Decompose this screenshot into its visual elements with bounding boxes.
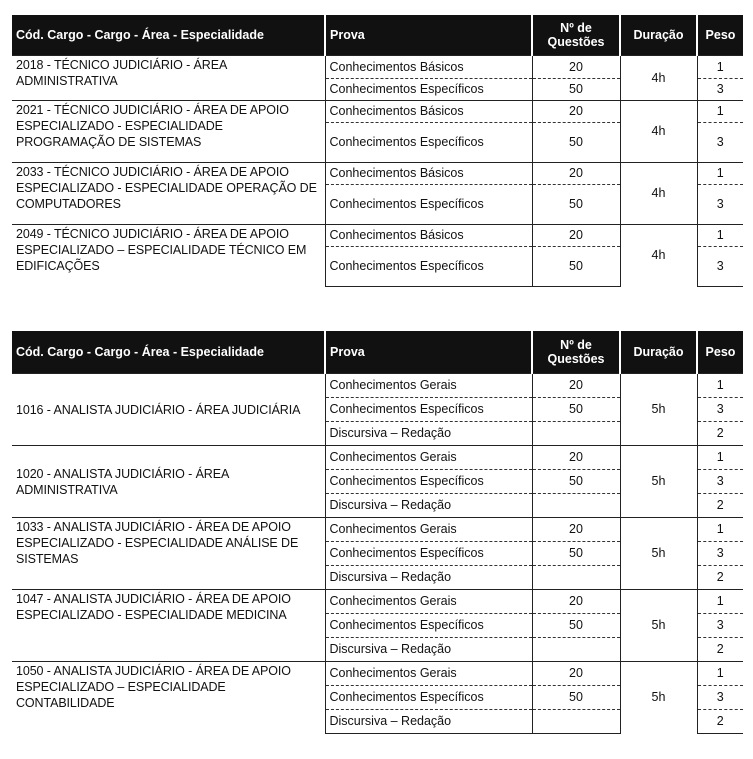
prova-cell: Conhecimentos Gerais: [325, 373, 532, 397]
prova-cell: Conhecimentos Específicos: [325, 122, 532, 162]
header-questoes: [532, 15, 620, 55]
questoes-cell: 50: [532, 78, 620, 100]
header-questoes-line2: Questões: [547, 351, 605, 366]
questoes-cell: [532, 493, 620, 517]
cargo-cell: 1047 - ANALISTA JUDICIÁRIO - ÁREA DE APOIO ESPECIALIZADO - ESPECIALIDADE MEDICINA: [12, 589, 325, 661]
prova-cell: Conhecimentos Específicos: [325, 78, 532, 100]
prova-cell: Conhecimentos Básicos: [325, 162, 532, 184]
prova-cell: Conhecimentos Específicos: [325, 397, 532, 421]
table-header-row: [12, 331, 743, 373]
cargo-cell: 2018 - TÉCNICO JUDICIÁRIO - ÁREA ADMINISTRATIVA: [12, 55, 325, 100]
table-row: [12, 373, 743, 397]
peso-cell: 2: [697, 421, 743, 445]
peso-cell: 2: [697, 493, 743, 517]
questoes-cell: 20: [532, 589, 620, 613]
cargo-cell: 2049 - TÉCNICO JUDICIÁRIO - ÁREA DE APOIO ESPECIALIZADO – ESPECIALIDADE TÉCNICO EM EDIFICAÇÕES: [12, 224, 325, 286]
prova-cell: Discursiva – Redação: [325, 565, 532, 589]
prova-cell: Conhecimentos Específicos: [325, 613, 532, 637]
prova-cell: Conhecimentos Específicos: [325, 685, 532, 709]
duracao-cell: 5h: [620, 661, 697, 733]
duracao-cell: 4h: [620, 162, 697, 224]
table-row: [12, 224, 743, 246]
questoes-cell: [532, 709, 620, 733]
header-peso: Peso: [697, 15, 743, 55]
peso-cell: 3: [697, 122, 743, 162]
questoes-cell: 50: [532, 184, 620, 224]
cargo-cell: 2033 - TÉCNICO JUDICIÁRIO - ÁREA DE APOIO ESPECIALIZADO - ESPECIALIDADE OPERAÇÃO DE COMPUTADORES: [12, 162, 325, 224]
questoes-cell: 50: [532, 613, 620, 637]
peso-cell: 1: [697, 517, 743, 541]
prova-cell: Discursiva – Redação: [325, 637, 532, 661]
header-prova: Prova: [325, 15, 532, 55]
questoes-cell: [532, 637, 620, 661]
table-row: [12, 517, 743, 541]
questoes-cell: 50: [532, 541, 620, 565]
prova-cell: Conhecimentos Gerais: [325, 445, 532, 469]
peso-cell: 1: [697, 445, 743, 469]
questoes-cell: 50: [532, 685, 620, 709]
header-questoes-line2: Questões: [547, 34, 605, 49]
questoes-cell: 20: [532, 445, 620, 469]
cargo-cell: 1050 - ANALISTA JUDICIÁRIO - ÁREA DE APOIO ESPECIALIZADO – ESPECIALIDADE CONTABILIDADE: [12, 661, 325, 733]
prova-cell: Conhecimentos Gerais: [325, 589, 532, 613]
table-row: [12, 100, 743, 122]
table-analista: [12, 331, 743, 734]
questoes-cell: 20: [532, 55, 620, 78]
table-row: [12, 589, 743, 613]
prova-cell: Conhecimentos Gerais: [325, 661, 532, 685]
table-row: [12, 445, 743, 469]
header-prova: Prova: [325, 331, 532, 373]
header-duracao: Duração: [620, 331, 697, 373]
peso-cell: 3: [697, 184, 743, 224]
header-duracao: Duração: [620, 15, 697, 55]
prova-cell: Discursiva – Redação: [325, 493, 532, 517]
questoes-cell: 20: [532, 661, 620, 685]
questoes-cell: [532, 565, 620, 589]
table-row: [12, 661, 743, 685]
header-cargo: Cód. Cargo - Cargo - Área - Especialidade: [12, 15, 325, 55]
duracao-cell: 4h: [620, 55, 697, 100]
peso-cell: 1: [697, 55, 743, 78]
questoes-cell: 20: [532, 100, 620, 122]
header-questoes-line1: Nº de: [560, 337, 592, 352]
duracao-cell: 5h: [620, 589, 697, 661]
peso-cell: 1: [697, 589, 743, 613]
questoes-cell: 20: [532, 517, 620, 541]
table-tecnico: [12, 15, 743, 287]
prova-cell: Conhecimentos Específicos: [325, 246, 532, 286]
duracao-cell: 5h: [620, 445, 697, 517]
questoes-cell: 20: [532, 373, 620, 397]
cargo-cell: 1033 - ANALISTA JUDICIÁRIO - ÁREA DE APOIO ESPECIALIZADO - ESPECIALIDADE ANÁLISE DE SISTEMAS: [12, 517, 325, 589]
header-peso: Peso: [697, 331, 743, 373]
peso-cell: 1: [697, 224, 743, 246]
prova-cell: Conhecimentos Gerais: [325, 517, 532, 541]
cargo-cell: 2021 - TÉCNICO JUDICIÁRIO - ÁREA DE APOIO ESPECIALIZADO - ESPECIALIDADE PROGRAMAÇÃO DE SISTEMAS: [12, 100, 325, 162]
prova-cell: Discursiva – Redação: [325, 421, 532, 445]
header-questoes: [532, 331, 620, 373]
questoes-cell: 50: [532, 246, 620, 286]
peso-cell: 2: [697, 637, 743, 661]
prova-cell: Conhecimentos Específicos: [325, 469, 532, 493]
peso-cell: 1: [697, 100, 743, 122]
peso-cell: 1: [697, 162, 743, 184]
header-cargo: Cód. Cargo - Cargo - Área - Especialidade: [12, 331, 325, 373]
peso-cell: 3: [697, 541, 743, 565]
peso-cell: 3: [697, 469, 743, 493]
table-row: [12, 162, 743, 184]
questoes-cell: 50: [532, 122, 620, 162]
peso-cell: 2: [697, 709, 743, 733]
questoes-cell: 50: [532, 469, 620, 493]
prova-cell: Conhecimentos Específicos: [325, 184, 532, 224]
prova-cell: Conhecimentos Básicos: [325, 55, 532, 78]
questoes-cell: 20: [532, 224, 620, 246]
cargo-cell: 1016 - ANALISTA JUDICIÁRIO - ÁREA JUDICIÁRIA: [12, 373, 325, 445]
peso-cell: 1: [697, 373, 743, 397]
peso-cell: 2: [697, 565, 743, 589]
peso-cell: 3: [697, 397, 743, 421]
questoes-cell: [532, 421, 620, 445]
duracao-cell: 4h: [620, 100, 697, 162]
duracao-cell: 5h: [620, 373, 697, 445]
peso-cell: 3: [697, 246, 743, 286]
table-row: [12, 55, 743, 78]
duracao-cell: 4h: [620, 224, 697, 286]
table-header-row: [12, 15, 743, 55]
duracao-cell: 5h: [620, 517, 697, 589]
peso-cell: 3: [697, 613, 743, 637]
prova-cell: Conhecimentos Básicos: [325, 100, 532, 122]
cargo-cell: 1020 - ANALISTA JUDICIÁRIO - ÁREA ADMINISTRATIVA: [12, 445, 325, 517]
peso-cell: 3: [697, 78, 743, 100]
prova-cell: Discursiva – Redação: [325, 709, 532, 733]
header-questoes-line1: Nº de: [560, 20, 592, 35]
questoes-cell: 50: [532, 397, 620, 421]
peso-cell: 3: [697, 685, 743, 709]
questoes-cell: 20: [532, 162, 620, 184]
prova-cell: Conhecimentos Específicos: [325, 541, 532, 565]
peso-cell: 1: [697, 661, 743, 685]
prova-cell: Conhecimentos Básicos: [325, 224, 532, 246]
